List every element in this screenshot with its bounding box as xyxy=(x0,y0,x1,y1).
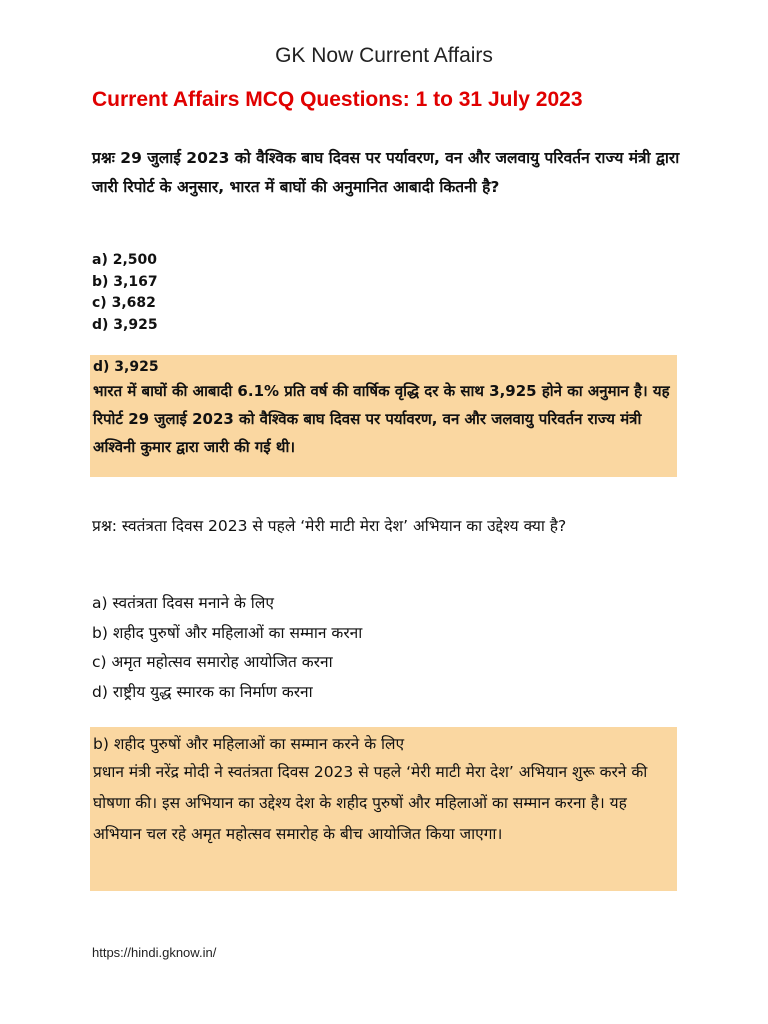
question-2: प्रश्न: स्वतंत्रता दिवस 2023 से पहले ‘मेरी माटी मेरा देश’ अभियान का उद्देश्य क्या है? xyxy=(92,517,567,535)
option-a: a) स्वतंत्रता दिवस मनाने के लिए xyxy=(92,594,274,612)
option-d: d) राष्ट्रीय युद्ध स्मारक का निर्माण करना xyxy=(92,682,313,701)
option-d: d) 3,925 xyxy=(92,316,158,333)
answer-box-2 xyxy=(90,727,677,891)
answer-1: d) 3,925 xyxy=(93,359,159,375)
footer-url: https://hindi.gknow.in/ xyxy=(92,945,217,960)
answer-2: b) शहीद पुरुषों और महिलाओं का सम्मान करने के लिए xyxy=(93,735,405,753)
option-c: c) 3,682 xyxy=(92,295,156,311)
question-2-options xyxy=(92,589,362,707)
question-1-options xyxy=(92,250,158,336)
answer-box-1 xyxy=(90,355,677,477)
explanation-1: भारत में बाघों की आबादी 6.1% प्रति वर्ष की वार्षिक वृद्धि दर के साथ 3,925 होने का अनुमान है। यह रिपोर्ट 29 जुलाई 2023 को वैश्विक बाघ दिवस पर पर्यावरण, वन और जलवायु परिवर्तन राज्य मंत्री अश्विनी कुमार द्वारा जारी की गई थी। xyxy=(93,382,670,456)
option-a: a) 2,500 xyxy=(92,252,158,268)
page-title: Current Affairs MCQ Questions: 1 to 31 July 2023 xyxy=(92,88,583,111)
option-b: b) शहीद पुरुषों और महिलाओं का सम्मान करना xyxy=(92,623,363,642)
question-1: प्रश्नः 29 जुलाई 2023 को वैश्विक बाघ दिवस पर पर्यावरण, वन और जलवायु परिवर्तन राज्य मंत्री द्वारा जारी रिपोर्ट के अनुसार, भारत में बाघों की अनुमानित आबादी कितनी है? xyxy=(92,149,680,196)
page-header: GK Now Current Affairs xyxy=(275,44,493,67)
explanation-2: प्रधान मंत्री नरेंद्र मोदी ने स्वतंत्रता दिवस 2023 से पहले ‘मेरी माटी मेरा देश’ अभियान शुरू करने की घोषणा की। इस अभियान का उद्देश्य देश के शहीद पुरुषों और महिलाओं का सम्मान करना है। यह अभियान चल रहे अमृत महोत्सव समारोह के बीच आयोजित किया जाएगा। xyxy=(93,763,648,843)
option-c: c) अमृत महोत्सव समारोह आयोजित करना xyxy=(92,653,333,671)
option-b: b) 3,167 xyxy=(92,273,158,290)
